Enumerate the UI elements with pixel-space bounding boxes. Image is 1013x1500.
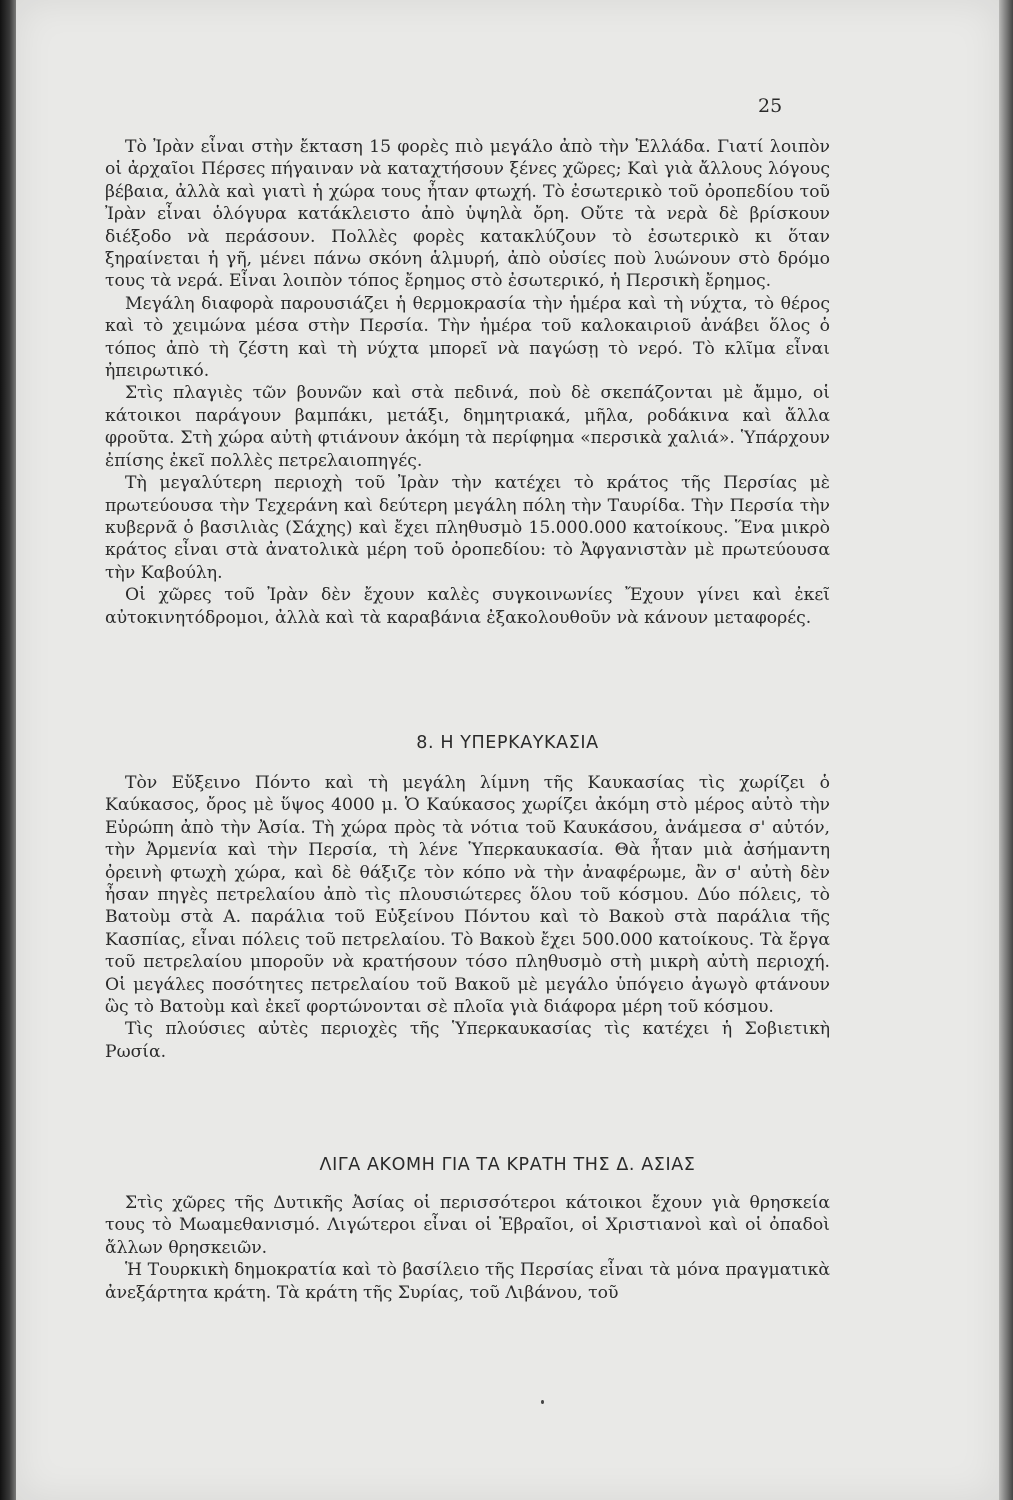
page-number: 25 (758, 95, 783, 117)
paragraph: Οἱ χῶρες τοῦ Ἰρὰν δὲν ἔχουν καλὲς συγκοινωνίες Ἔχουν γίνει καὶ ἐκεῖ αὐτοκινητόδρομοι, ἀλλὰ καὶ τὰ καραβάνια ἐξακολουθοῦν νὰ κάνουν μεταφορές. (105, 585, 830, 628)
paragraph: Τὸ Ἰρὰν εἶναι στὴν ἔκταση 15 φορὲς πιὸ μεγάλο ἀπὸ τὴν Ἑλλάδα. Γιατί λοιπὸν οἱ ἀρχαῖοι Πέρσες πήγαιναν νὰ καταχτήσουν ξένες χῶρες; Καὶ γιὰ ἄλλους λόγους βέβαια, ἀλλὰ καὶ γιατὶ ἡ χώρα τους ἦταν φτωχή. Τὸ ἐσωτερικὸ τοῦ ὀροπεδίου τοῦ Ἰρὰν εἶναι ὁλόγυρα κατάκλειστο ἀπὸ ὑψηλὰ ὄρη. Οὔτε τὰ νερὰ δὲ βρίσκουν διέξοδο νὰ περάσουν. Πολλὲς φορὲς κατακλύζουν τὸ ἐσωτερικὸ κι ὅταν ξηραίνεται ἡ γῆ, μένει πάνω σκόνη ἁλμυρή, ἀπὸ οὐσίες ποὺ λυώνουν στὸ δρόμο τους τὰ νερά. Εἶναι λοιπὸν τόπος ἔρημος στὸ ἐσωτερικό, ἡ Περσικὴ ἔρημος. (105, 137, 830, 292)
paragraph: Ἡ Τουρκικὴ δημοκρατία καὶ τὸ βασίλειο τῆς Περσίας εἶναι τὰ μόνα πραγματικὰ ἀνεξάρτητα κράτη. Τὰ κράτη τῆς Συρίας, τοῦ Λιβάνου, τοῦ (105, 1260, 830, 1303)
paragraph: Στὶς χῶρες τῆς Δυτικῆς Ἀσίας οἱ περισσότεροι κάτοικοι ἔχουν γιὰ θρησκεία τους τὸ Μωαμεθανισμό. Λιγώτεροι εἶναι οἱ Ἑβραῖοι, οἱ Χριστιανοὶ καὶ οἱ ὀπαδοὶ ἄλλων θρησκειῶν. (105, 1193, 830, 1258)
page-binding-edge (0, 0, 16, 1500)
section-west-asia-states (105, 1192, 830, 1304)
section-heading-west-asia-states: ΛΙΓΑ ΑΚΟΜΗ ΓΙΑ ΤΑ ΚΡΑΤΗ ΤΗΣ Δ. ΑΣΙΑΣ (319, 1155, 696, 1175)
paragraph: Στὶς πλαγιὲς τῶν βουνῶν καὶ στὰ πεδινά, ποὺ δὲ σκεπάζονται μὲ ἄμμο, οἱ κάτοικοι παράγουν βαμπάκι, μετάξι, δημητριακά, μῆλα, ροδάκινα καὶ ἄλλα φροῦτα. Στὴ χώρα αὐτὴ φτιάνουν ἀκόμη τὰ περίφημα «περσικὰ χαλιά». Ὑπάρχουν ἐπίσης ἐκεῖ πολλὲς πετρελαιοπηγές. (105, 383, 830, 471)
page-right-edge (999, 0, 1013, 1500)
paragraph: Τὸν Εὔξεινο Πόντο καὶ τὴ μεγάλη λίμνη τῆς Καυκασίας τὶς χωρίζει ὁ Καύκασος, ὄρος μὲ ὕψος 4000 μ. Ὁ Καύκασος χωρίζει ἀκόμη στὸ μέρος αὐτὸ τὴν Εὐρώπη ἀπὸ τὴν Ἀσία. Τὴ χώρα πρὸς τὰ νότια τοῦ Καυκάσου, ἀνάμεσα σ' αὐτόν, τὴν Ἀρμενία καὶ τὴν Περσία, τὴ λένε Ὑπερκαυκασία. Θὰ ἦταν μιὰ ἀσήμαντη ὀρεινὴ φτωχὴ χώρα, καὶ δὲ θάξιζε τὸν κόπο νὰ τὴν ἀναφέρωμε, ἂν σ' αὐτὴ δὲν ἦσαν πηγὲς πετρελαίου ἀπὸ τὶς πλουσιώτερες ὅλου τοῦ κόσμου. Δύο πόλεις, τὸ Βατοὺμ στὰ Α. παράλια τοῦ Εὐξείνου Πόντου καὶ τὸ Βακοὺ στὰ παράλια τῆς Κασπίας, εἶναι πόλεις τοῦ πετρελαίου. Τὸ Βακοὺ ἔχει 500.000 κατοίκους. Τὰ ἔργα τοῦ πετρελαίου μποροῦν νὰ κρατήσουν τόσο πληθυσμὸ στὴ μικρὴ αὐτὴ περιοχή. Οἱ μεγάλες ποσότητες πετρελαίου τοῦ Βακοῦ μὲ μεγάλο ὑπόγειο ἀγωγὸ φτάνουν ὣς τὸ Βατοὺμ καὶ ἐκεῖ φορτώνονται σὲ πλοῖα γιὰ διάφορα μέρη τοῦ κόσμου. (105, 773, 830, 1018)
paragraph: Τὶς πλούσιες αὐτὲς περιοχὲς τῆς Ὑπερκαυκασίας τὶς κατέχει ἡ Σοβιετικὴ Ρωσία. (105, 1019, 830, 1062)
section-transcaucasia (105, 772, 830, 1063)
section-heading-transcaucasia: 8. Η ΥΠΕΡΚΑΥΚΑΣΙΑ (416, 733, 599, 753)
paragraph: Τὴ μεγαλύτερη περιοχὴ τοῦ Ἰρὰν τὴν κατέχει τὸ κράτος τῆς Περσίας μὲ πρωτεύουσα τὴν Τεχεράνη καὶ δεύτερη μεγάλη πόλη τὴν Ταυρίδα. Τὴν Περσία τὴν κυβερνᾶ ὁ βασιλιὰς (Σάχης) καὶ ἔχει πληθυσμὸ 15.000.000 κατοίκους. Ἕνα μικρὸ κράτος εἶναι στὰ ἀνατολικὰ μέρη τοῦ ὀροπεδίου: τὸ Ἀφγανιστὰν μὲ πρωτεύουσα τὴν Καβούλη. (105, 473, 830, 583)
paragraph: Μεγάλη διαφορὰ παρουσιάζει ἡ θερμοκρασία τὴν ἡμέρα καὶ τὴ νύχτα, τὸ θέρος καὶ τὸ χειμώνα μέσα στὴν Περσία. Τὴν ἡμέρα τοῦ καλοκαιριοῦ ἀνάβει ὅλος ὁ τόπος ἀπὸ τὴ ζέστη καὶ τὴ νύχτα μπορεῖ νὰ παγώσῃ τὸ νερό. Τὸ κλῖμα εἶναι ἠπειρωτικό. (105, 293, 830, 382)
ink-speck (541, 1400, 544, 1404)
book-page (16, 0, 999, 1500)
section-iran (105, 136, 830, 629)
